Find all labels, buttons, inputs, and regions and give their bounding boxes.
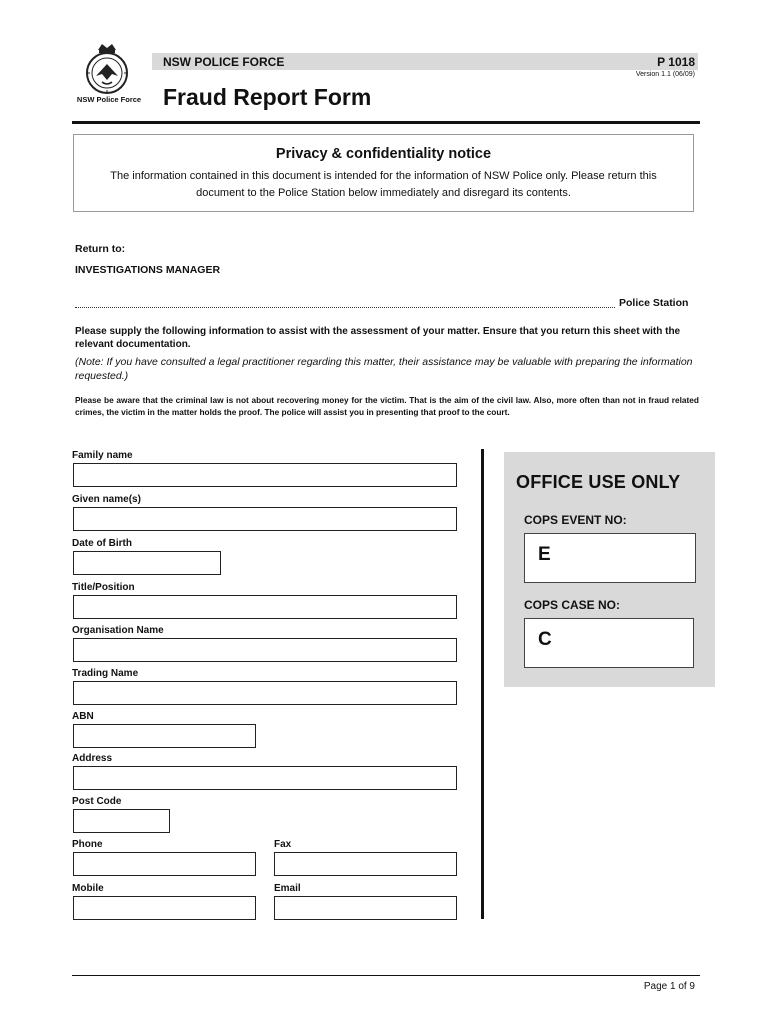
- organisation-label: Organisation Name: [72, 625, 164, 636]
- post-code-label: Post Code: [72, 796, 122, 807]
- privacy-body: The information contained in this document is intended for the information of NSW Police only. Please return this document to the Police Station below immediately and disregard its contents.: [110, 170, 657, 199]
- mobile-label: Mobile: [72, 883, 104, 894]
- office-use-title: OFFICE USE ONLY: [516, 472, 681, 492]
- phone-label: Phone: [72, 839, 103, 850]
- given-names-field[interactable]: [73, 507, 457, 531]
- logo-caption: NSW Police Force: [76, 95, 142, 104]
- nsw-police-crest-icon: [78, 42, 136, 100]
- trading-name-field[interactable]: [73, 681, 457, 705]
- trading-name-label: Trading Name: [72, 668, 139, 679]
- dob-label: Date of Birth: [72, 538, 132, 549]
- title-position-label: Title/Position: [72, 582, 135, 593]
- instructions-note: (Note: If you have consulted a legal practitioner regarding this matter, their assistance may be valuable with preparing the information requested.): [75, 356, 693, 382]
- return-to-label: Return to:: [75, 243, 126, 255]
- mobile-field[interactable]: [73, 896, 256, 920]
- given-names-label: Given name(s): [72, 494, 141, 505]
- cops-case-field[interactable]: C: [524, 618, 694, 668]
- cops-event-field[interactable]: E: [524, 533, 696, 583]
- fax-field[interactable]: [274, 852, 457, 876]
- family-name-label: Family name: [72, 450, 133, 461]
- post-code-field[interactable]: [73, 809, 170, 833]
- header-divider: [72, 121, 700, 124]
- cops-case-label: COPS CASE NO:: [524, 598, 621, 612]
- privacy-notice-box: [73, 134, 694, 212]
- agency-name: NSW POLICE FORCE: [163, 55, 285, 69]
- criminal-law-notice: Please be aware that the criminal law is not about recovering money for the victim. That is the aim of the civil law. Also, more often than not in fraud related crimes, the victim in the matter holds the proof. The police will assist you in presenting that proof to the court.: [75, 395, 699, 417]
- email-label: Email: [274, 883, 301, 894]
- police-station-line[interactable]: [75, 300, 615, 308]
- page-number: Page 1 of 9: [643, 981, 695, 992]
- title-position-field[interactable]: [73, 595, 457, 619]
- police-station-label: Police Station: [619, 297, 689, 309]
- column-divider: [481, 449, 484, 919]
- dob-field[interactable]: [73, 551, 221, 575]
- address-label: Address: [72, 753, 113, 764]
- return-recipient: INVESTIGATIONS MANAGER: [75, 264, 221, 276]
- instructions-main: Please supply the following information to assist with the assessment of your matter. Ensure that you return this sheet with the relevant documentation.: [75, 326, 681, 350]
- organisation-field[interactable]: [73, 638, 457, 662]
- form-number: P 1018: [657, 55, 695, 69]
- abn-label: ABN: [72, 711, 94, 722]
- address-field[interactable]: [73, 766, 457, 790]
- family-name-field[interactable]: [73, 463, 457, 487]
- form-version: Version 1.1 (06/09): [635, 71, 695, 78]
- email-field[interactable]: [274, 896, 457, 920]
- page-title: Fraud Report Form: [163, 84, 372, 110]
- abn-field[interactable]: [73, 724, 256, 748]
- phone-field[interactable]: [73, 852, 256, 876]
- cops-event-label: COPS EVENT NO:: [524, 513, 627, 527]
- footer-divider: [72, 975, 700, 976]
- fax-label: Fax: [274, 839, 292, 850]
- privacy-heading: Privacy & confidentiality notice: [275, 146, 492, 162]
